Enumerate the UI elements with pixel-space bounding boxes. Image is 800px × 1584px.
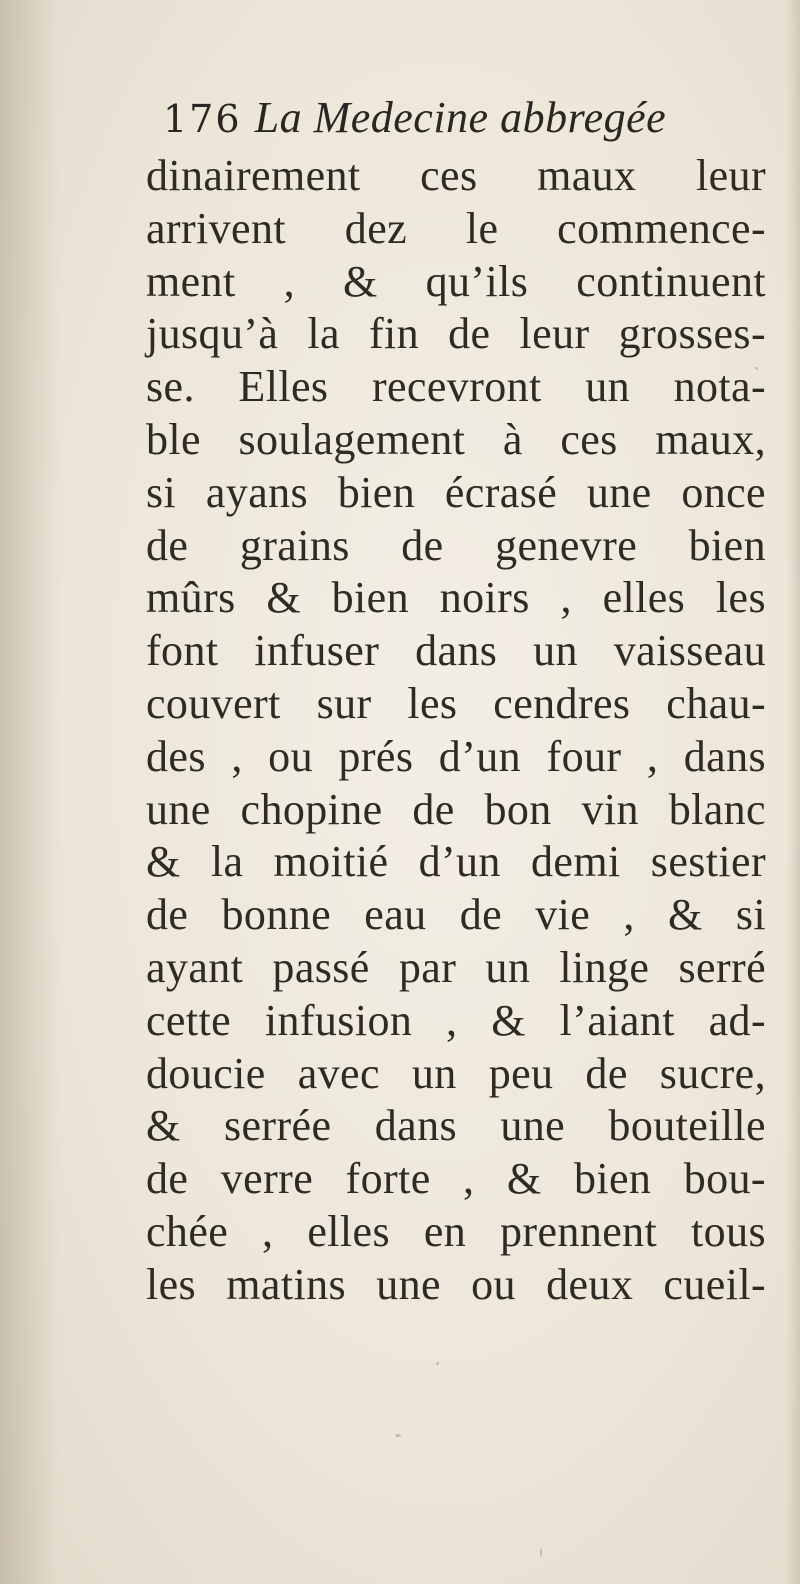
text-line: font infuser dans un vaisseau bbox=[146, 626, 766, 676]
paper-speck bbox=[755, 367, 758, 370]
text-line: si ayans bien écrasé une once bbox=[146, 467, 766, 517]
page-number: 176 bbox=[163, 97, 242, 141]
text-line: dinairement ces maux leur bbox=[146, 151, 766, 200]
text-line: doucie avec un peu de sucre, bbox=[146, 1048, 766, 1098]
text-line: cette infusion , & l’aiant ad- bbox=[146, 995, 766, 1045]
text-line: chée , elles en prennent tous bbox=[146, 1206, 766, 1256]
text-line: ayant passé par un linge serré bbox=[146, 942, 766, 992]
page-header bbox=[163, 92, 763, 152]
text-line: ment , & qu’ils continuent bbox=[146, 256, 766, 306]
body-text bbox=[146, 150, 766, 1312]
text-line: mûrs & bien noirs , elles les bbox=[146, 573, 766, 623]
text-line: les matins une ou deux cueil- bbox=[146, 1259, 766, 1309]
text-line: se. Elles recevront un nota- bbox=[146, 362, 766, 412]
text-line: des , ou prés d’un four , dans bbox=[146, 731, 766, 781]
text-line: de grains de genevre bien bbox=[146, 520, 766, 570]
paper-speck bbox=[436, 1362, 439, 1365]
text-line: jusqu’à la fin de leur grosses- bbox=[146, 309, 766, 359]
text-line: de verre forte , & bien bou- bbox=[146, 1154, 766, 1204]
text-line: une chopine de bon vin blanc bbox=[146, 784, 766, 834]
text-line: arrivent dez le commence- bbox=[146, 203, 766, 253]
text-line: ble soulagement à ces maux, bbox=[146, 414, 766, 464]
text-line: couvert sur les cendres chau- bbox=[146, 678, 766, 728]
page-edge-shadow bbox=[786, 0, 800, 1584]
text-line: de bonne eau de vie , & si bbox=[146, 890, 766, 940]
text-line: & la moitié d’un demi sestier bbox=[146, 837, 766, 887]
paper-speck bbox=[395, 1434, 401, 1437]
page-gutter-shadow bbox=[0, 0, 60, 1584]
text-line: & serrée dans une bouteille bbox=[146, 1101, 766, 1151]
paper-speck bbox=[540, 1548, 542, 1557]
running-title: La Medecine abbregée bbox=[254, 93, 667, 142]
